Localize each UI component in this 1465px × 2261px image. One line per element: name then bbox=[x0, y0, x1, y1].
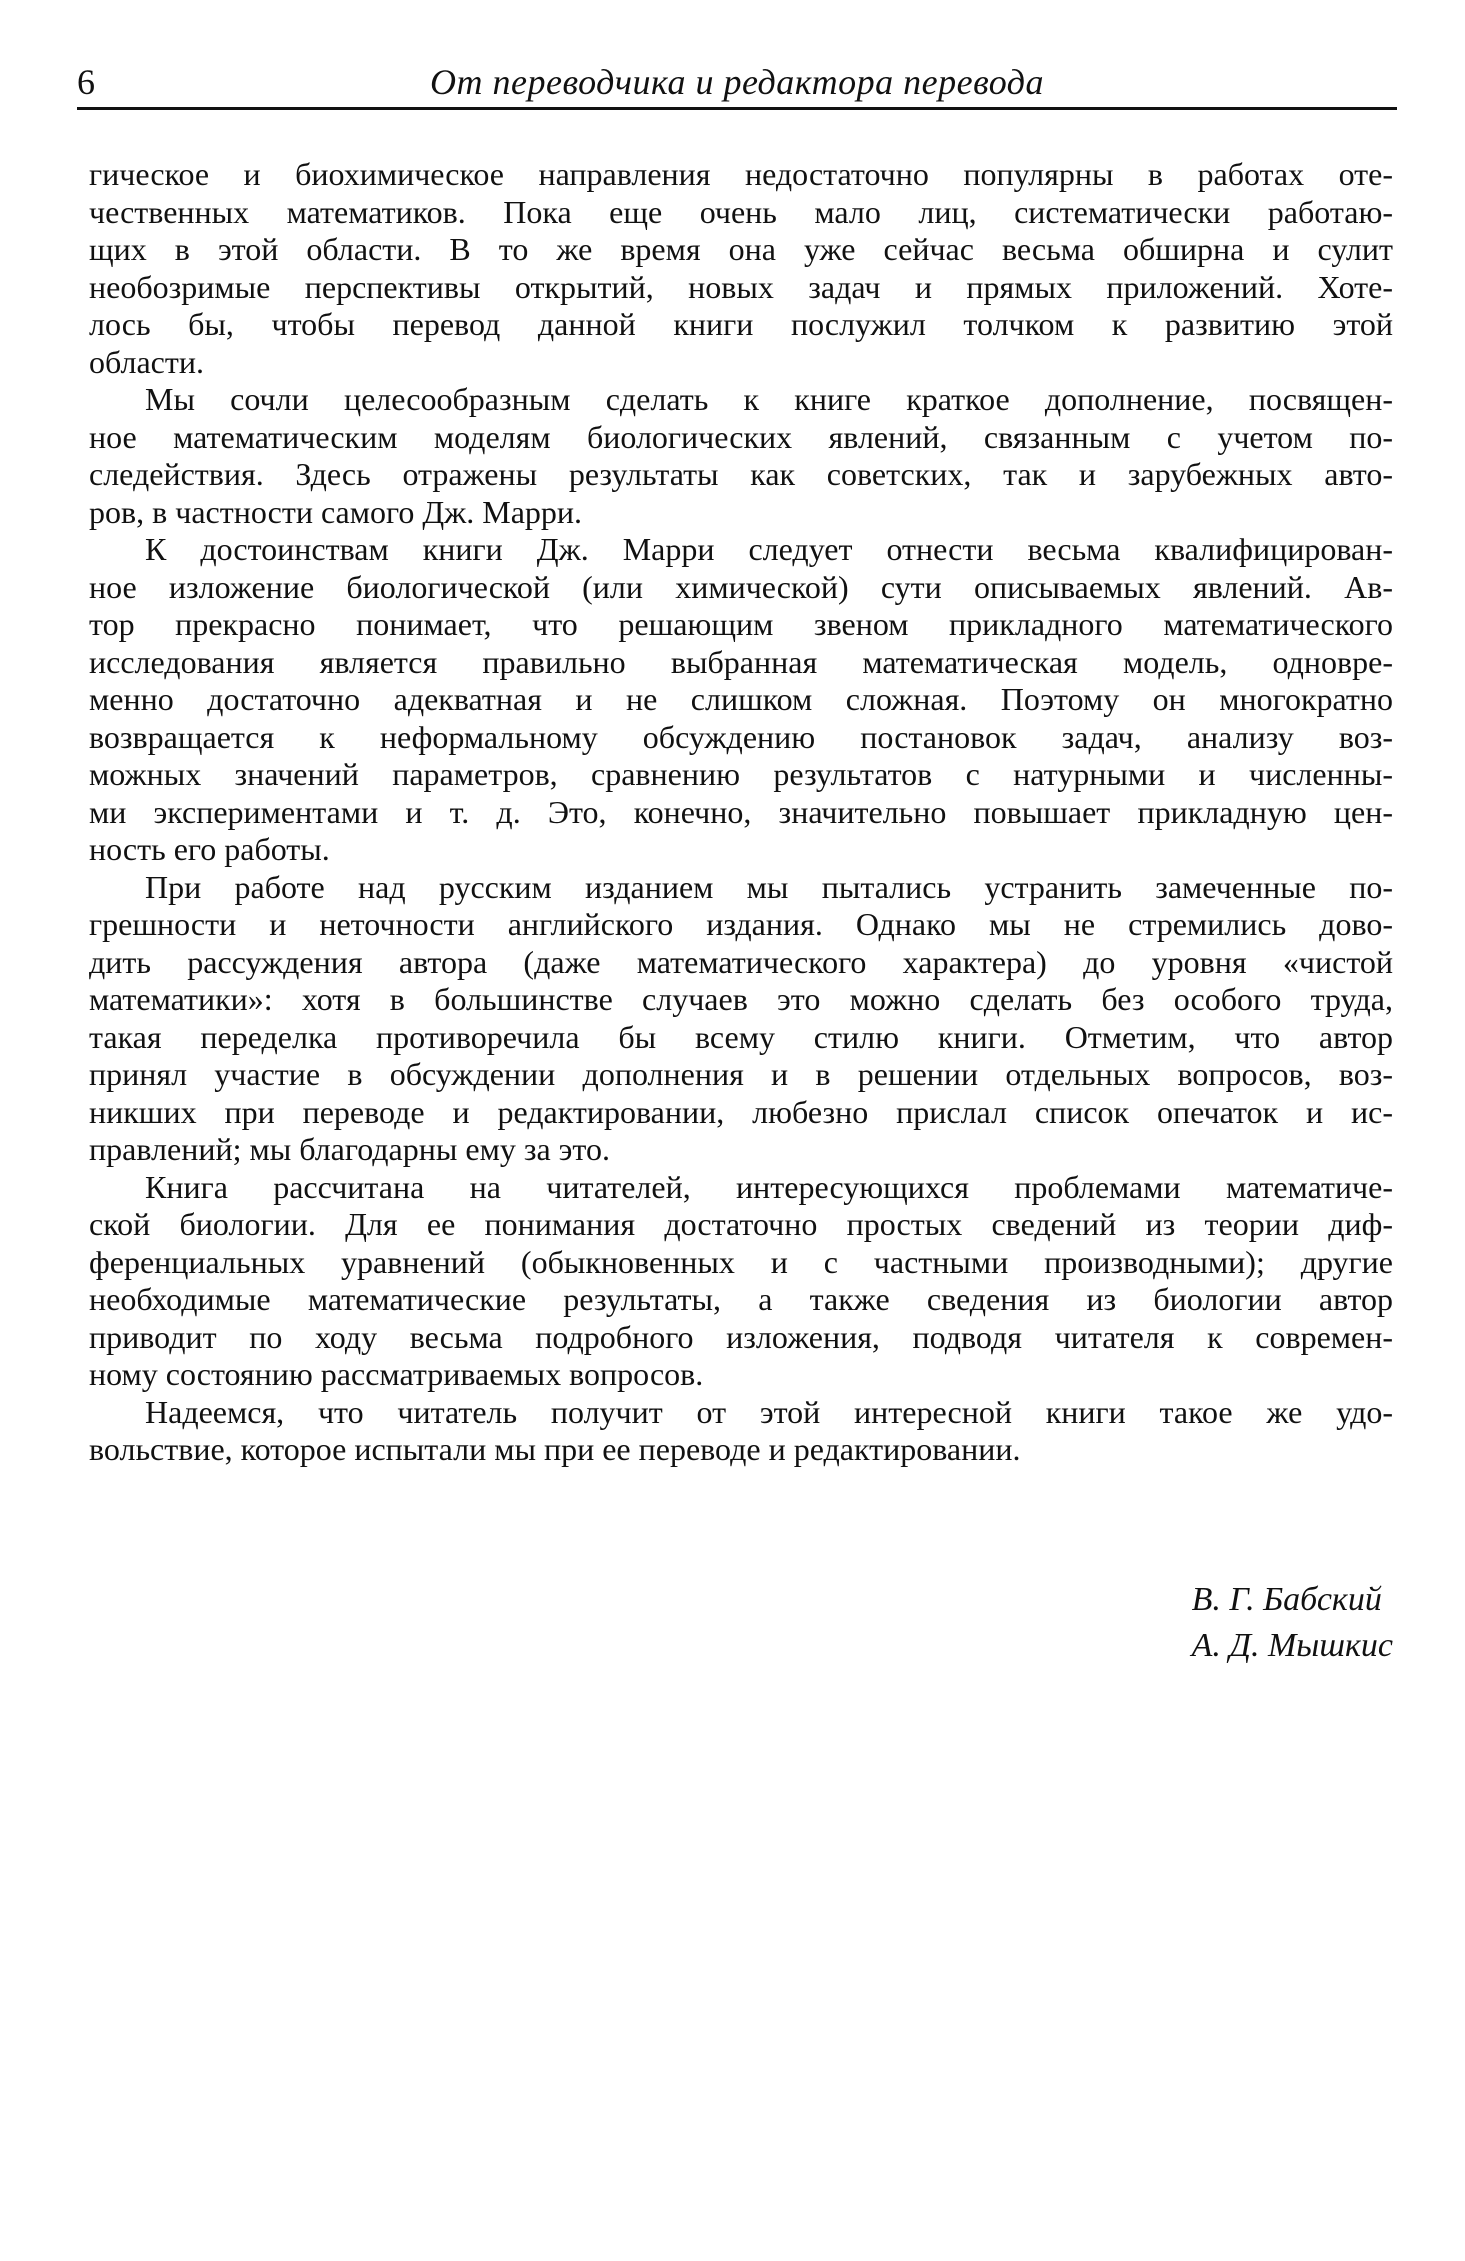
paragraph bbox=[89, 381, 1393, 531]
page-number: 6 bbox=[77, 62, 95, 102]
text-line: Мы сочли целесообразным сделать к книге краткое дополнение, посвящен- bbox=[145, 381, 1393, 417]
text-line: При работе над русским изданием мы пытались устранить замеченные по- bbox=[145, 868, 1393, 905]
text-line: гическое и биохимическое направления недостаточно популярны в работах оте- bbox=[89, 156, 1393, 192]
text-line: ному состоянию рассматриваемых вопросов. bbox=[89, 1356, 704, 1392]
text-line: вольствие, которое испытали мы при ее переводе и редактировании. bbox=[89, 1431, 1021, 1467]
text-line: дить рассуждения автора (даже математического характера) до уровня «чистой bbox=[89, 943, 1393, 980]
text-line: такая переделка противоречила бы всему стилю книги. Отметим, что автор bbox=[89, 1018, 1393, 1055]
header-rule bbox=[77, 107, 1397, 110]
text-line: необозримые перспективы открытий, новых задач и прямых приложений. Хоте- bbox=[89, 268, 1393, 305]
paragraph bbox=[89, 869, 1393, 1169]
text-line: области. bbox=[89, 343, 204, 380]
text-line: ров, в частности самого Дж. Марри. bbox=[89, 493, 583, 530]
paragraph bbox=[89, 156, 1393, 381]
text-line: ской биологии. Для ее понимания достаточно простых сведений из теории диф- bbox=[89, 1206, 1393, 1242]
paragraph bbox=[89, 531, 1393, 869]
text-line: возвращается к неформальному обсуждению постановок задач, анализу воз- bbox=[89, 718, 1393, 755]
text-line: Книга рассчитана на читателей, интересующихся проблемами математиче- bbox=[145, 1168, 1393, 1205]
text-line: ференциальных уравнений (обыкновенных и с частными производными); другие bbox=[89, 1243, 1393, 1280]
text-line: лось бы, чтобы перевод данной книги послужил толчком к развитию этой bbox=[89, 306, 1393, 342]
body-text bbox=[89, 156, 1393, 1469]
text-line: ное изложение биологической (или химической) сути описываемых явлений. Ав- bbox=[89, 568, 1393, 605]
text-line: ность его работы. bbox=[89, 831, 330, 867]
text-line: никших при переводе и редактировании, любезно прислал список опечаток и ис- bbox=[89, 1093, 1393, 1130]
running-title: От переводчика и редактора перевода bbox=[430, 62, 1044, 102]
paragraph bbox=[89, 1169, 1393, 1394]
text-line: правлений; мы благодарны ему за это. bbox=[89, 1131, 610, 1167]
signature-myshkis: А. Д. Мышкис bbox=[1191, 1627, 1393, 1664]
text-line: следействия. Здесь отражены результаты как советских, так и зарубежных авто- bbox=[89, 456, 1393, 492]
text-line: грешности и неточности английского издания. Однако мы не стремились дово- bbox=[89, 906, 1393, 942]
text-line: К достоинствам книги Дж. Марри следует отнести весьма квалифицирован- bbox=[145, 531, 1393, 567]
text-line: ми экспериментами и т. д. Это, конечно, значительно повышает прикладную цен- bbox=[89, 793, 1393, 830]
signatures bbox=[1192, 1577, 1393, 1669]
page-header bbox=[77, 56, 1397, 108]
text-line: необходимые математические результаты, а также сведения из биологии автор bbox=[89, 1281, 1393, 1317]
text-line: исследования является правильно выбранная математическая модель, одновре- bbox=[89, 643, 1393, 680]
text-line: чественных математиков. Пока еще очень мало лиц, систематически работаю- bbox=[89, 193, 1393, 230]
text-line: принял участие в обсуждении дополнения и в решении отдельных вопросов, воз- bbox=[89, 1056, 1393, 1092]
text-line: Надеемся, что читатель получит от этой интересной книги такое же удо- bbox=[145, 1393, 1393, 1430]
text-line: щих в этой области. В то же время она уже сейчас весьма обширна и сулит bbox=[89, 231, 1393, 267]
signature-babsky: В. Г. Бабский bbox=[1191, 1581, 1382, 1618]
paragraph bbox=[89, 1394, 1393, 1469]
text-line: ное математическим моделям биологических явлений, связанным с учетом по- bbox=[89, 418, 1393, 455]
text-line: менно достаточно адекватная и не слишком сложная. Поэтому он многократно bbox=[89, 681, 1393, 717]
text-line: приводит по ходу весьма подробного изложения, подводя читателя к современ- bbox=[89, 1318, 1393, 1355]
text-line: можных значений параметров, сравнению результатов с натурными и численны- bbox=[89, 756, 1393, 792]
text-line: тор прекрасно понимает, что решающим звеном прикладного математического bbox=[89, 606, 1393, 642]
text-line: математики»: хотя в большинстве случаев это можно сделать без особого труда, bbox=[89, 981, 1393, 1017]
